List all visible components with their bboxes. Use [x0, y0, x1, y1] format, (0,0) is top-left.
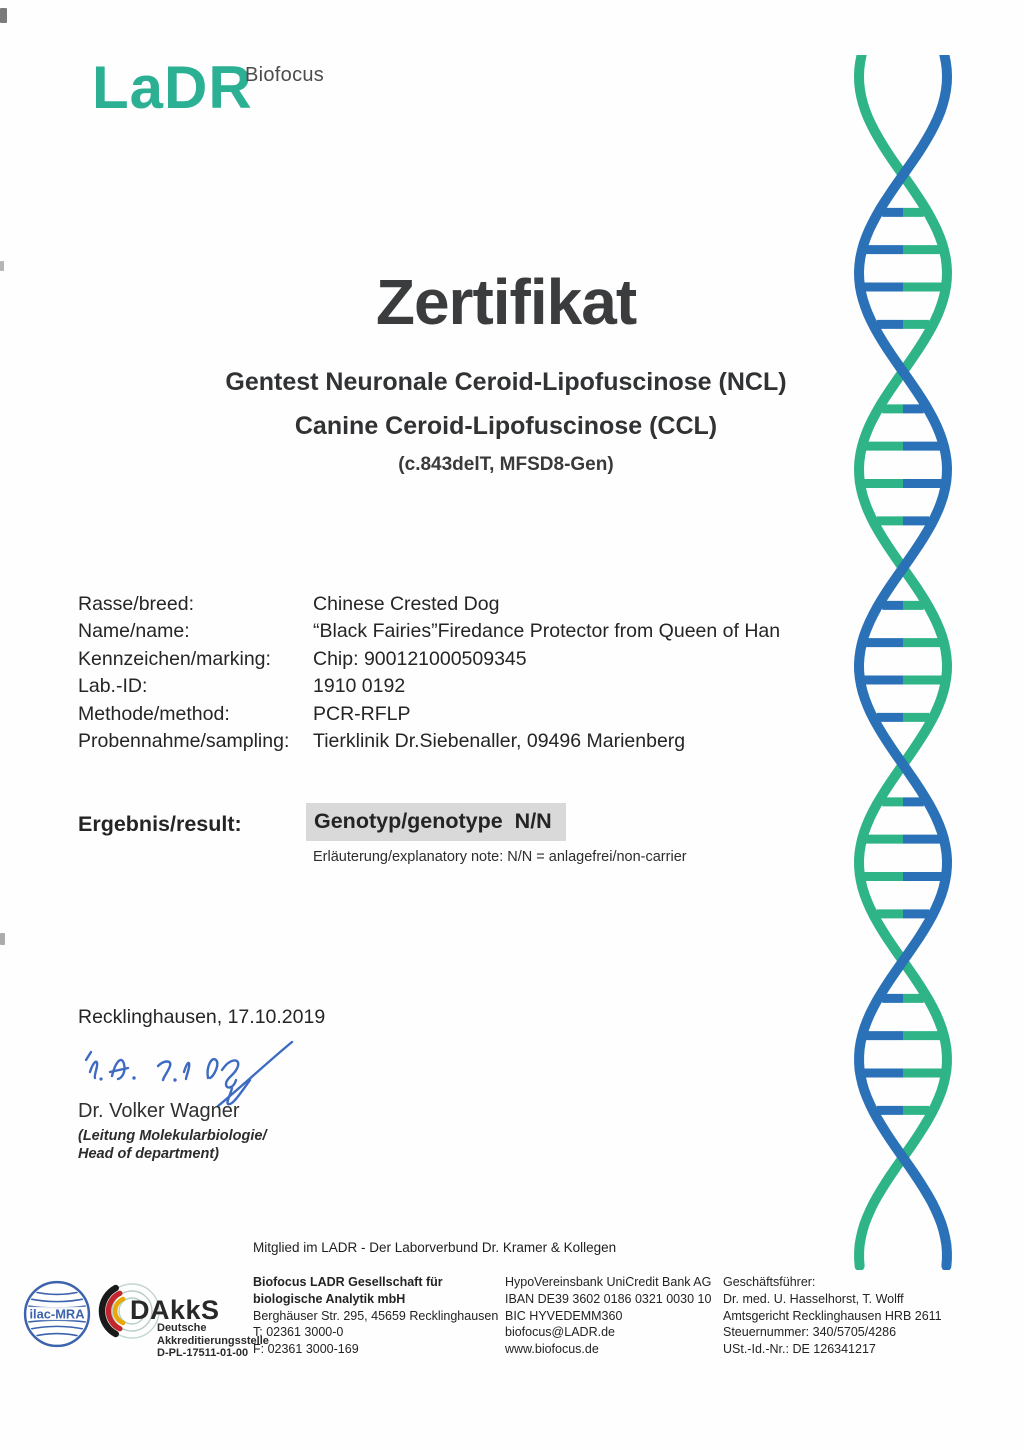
- explanatory-note: Erläuterung/explanatory note: N/N = anlagefrei/non-carrier: [313, 849, 687, 865]
- dakks-sub-line: Deutsche: [157, 1322, 207, 1334]
- field-value: “Black Fairies”Firedance Protector from Queen of Han: [313, 620, 781, 643]
- signer-role-line-2: Head of department): [78, 1146, 219, 1162]
- dna-helix-graphic: [838, 55, 1008, 1270]
- management-names: Dr. med. U. Hasselhorst, T. Wolff: [723, 1291, 904, 1306]
- footer-legal-column: [723, 1274, 942, 1358]
- dakks-sub-line: Akkreditierungsstelle: [157, 1334, 269, 1347]
- dakks-sub-line: D-PL-17511-01-00: [157, 1347, 249, 1360]
- signer-role-line-1: (Leitung Molekularbiologie/: [78, 1128, 267, 1144]
- company-name-line-2: biologische Analytik mbH: [253, 1291, 406, 1306]
- field-label: Kennzeichen/marking:: [78, 647, 271, 670]
- field-value: Chip: 900121000509345: [313, 647, 527, 670]
- field-label: Rasse/breed:: [78, 593, 194, 615]
- member-line: Mitglied im LADR - Der Laborverbund Dr. Kramer & Kollegen: [253, 1240, 617, 1255]
- field-value: Chinese Crested Dog: [313, 593, 500, 615]
- scan-artifact: [0, 8, 7, 23]
- genotype-result: Genotyp/genotype N/N: [306, 803, 566, 841]
- contact-email: biofocus@LADR.de: [505, 1325, 615, 1340]
- field-label: Probennahme/sampling:: [78, 730, 290, 753]
- result-label: Ergebnis/result:: [78, 812, 242, 836]
- vat-id: USt.-Id.-Nr.: DE 126341217: [723, 1342, 876, 1357]
- footer-company-column: [253, 1274, 498, 1358]
- field-label: Methode/method:: [78, 702, 230, 725]
- sample-fields: [78, 591, 780, 755]
- signer-name: Dr. Volker Wagner: [78, 1100, 240, 1122]
- bank-iban: IBAN DE39 3602 0186 0321 0030 10: [505, 1291, 712, 1306]
- management-label: Geschäftsführer:: [723, 1275, 816, 1289]
- dakks-logo-text: DAkkS: [130, 1295, 220, 1325]
- biofocus-label: Biofocus: [245, 64, 325, 86]
- contact-website: www.biofocus.de: [505, 1342, 599, 1357]
- field-value: 1910 0192: [313, 675, 406, 698]
- field-value: Tierklinik Dr.Siebenaller, 09496 Marienberg: [313, 730, 686, 753]
- company-fax: F: 02361 3000-169: [253, 1342, 359, 1357]
- ilac-mra-text: ilac-MRA: [29, 1306, 85, 1322]
- field-value: PCR-RFLP: [313, 702, 411, 725]
- bank-name: HypoVereinsbank UniCredit Bank AG: [505, 1275, 712, 1289]
- title-block: [0, 266, 1012, 476]
- ilac-mra-logo: [22, 1279, 92, 1349]
- subtitle-line-1: Gentest Neuronale Ceroid-Lipofuscinose (NCL): [225, 368, 787, 396]
- subtitle-line-2: Canine Ceroid-Lipofuscinose (CCL): [294, 412, 718, 440]
- page-title: Zertifikat: [375, 266, 637, 338]
- place-date: Recklinghausen, 17.10.2019: [78, 1006, 326, 1028]
- company-name-line-1: Biofocus LADR Gesellschaft für: [253, 1275, 443, 1289]
- company-phone: T: 02361 3000-0: [253, 1325, 344, 1340]
- tax-number: Steuernummer: 340/5705/4286: [723, 1325, 897, 1340]
- subtitle-line-3: (c.843delT, MFSD8-Gen): [398, 454, 614, 475]
- footer-bank-column: [505, 1274, 711, 1358]
- ladr-logo: LaDR: [92, 54, 253, 121]
- bank-bic: BIC HYVEDEMM360: [505, 1308, 623, 1323]
- court-registry: Amtsgericht Recklinghausen HRB 2611: [723, 1308, 942, 1323]
- company-address: Berghäuser Str. 295, 45659 Recklinghausen: [253, 1308, 499, 1323]
- scan-artifact: [0, 933, 5, 945]
- field-label: Name/name:: [78, 620, 190, 643]
- field-label: Lab.-ID:: [78, 675, 148, 698]
